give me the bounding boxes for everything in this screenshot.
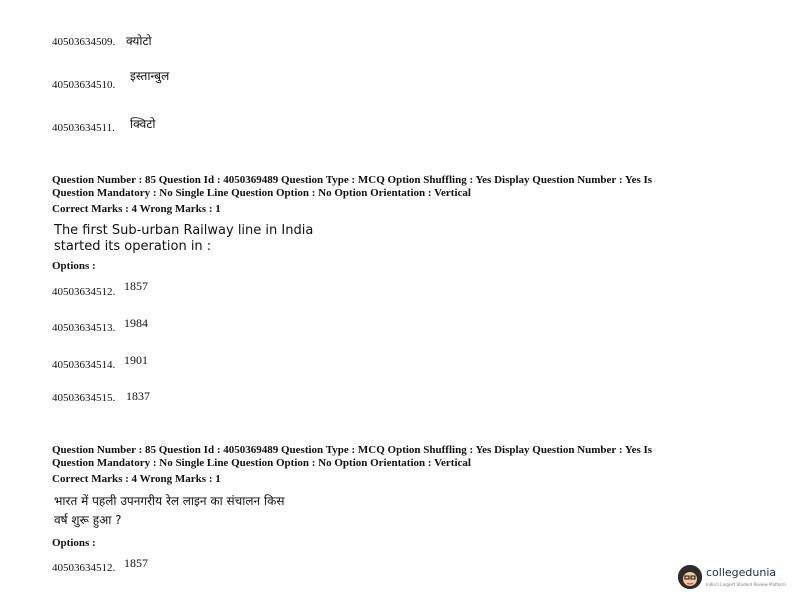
- question-text-line1: The first Sub-urban Railway line in India: [54, 223, 314, 238]
- option-id: 40503634513.: [52, 322, 116, 334]
- question-text: [54, 492, 284, 530]
- question-text-line2: started its operation in :: [54, 239, 212, 254]
- marks-line: Correct Marks : 4 Wrong Marks : 1: [52, 473, 221, 485]
- mascot-icon: [678, 565, 702, 589]
- option-id: 40503634515.: [52, 392, 116, 404]
- logo-name: collegedunia: [706, 566, 777, 579]
- option-text: इस्तान्बुल: [130, 69, 170, 83]
- option-text: क्विटो: [130, 117, 156, 131]
- question-header-line1: Question Number : 85 Question Id : 4050369489 Question Type : MCQ Option Shuffling : Yes Display Question Number : Yes Is: [52, 444, 653, 456]
- option-text: 1901: [124, 353, 148, 367]
- option-text: क्योटो: [126, 34, 152, 48]
- marks-line: Correct Marks : 4 Wrong Marks : 1: [52, 203, 221, 215]
- question-header-line2: Question Mandatory : No Single Line Question Option : No Option Orientation : Vertical: [52, 187, 471, 199]
- logo-tagline: India's Largest Student Review Platform: [706, 582, 786, 587]
- question-text-line1: भारत में पहली उपनगरीय रेल लाइन का संचालन किस: [54, 494, 285, 508]
- option-id: 40503634511.: [52, 122, 115, 134]
- option-text: 1857: [124, 279, 148, 293]
- question-text: [54, 223, 313, 255]
- option-text: 1857: [124, 556, 148, 570]
- option-id: 40503634509.: [52, 36, 116, 48]
- collegedunia-logo: [678, 563, 788, 597]
- option-id: 40503634512.: [52, 286, 116, 298]
- options-label: Options :: [52, 537, 96, 549]
- question-text-line2: वर्ष शुरू हुआ ?: [54, 513, 122, 527]
- options-label: Options :: [52, 260, 96, 272]
- option-id: 40503634514.: [52, 359, 116, 371]
- question-header-line2: Question Mandatory : No Single Line Question Option : No Option Orientation : Vertical: [52, 457, 471, 469]
- option-id: 40503634510.: [52, 79, 116, 91]
- question-header-line1: Question Number : 85 Question Id : 4050369489 Question Type : MCQ Option Shuffling : Yes Display Question Number : Yes Is: [52, 174, 653, 186]
- option-text: 1984: [124, 316, 148, 330]
- option-id: 40503634512.: [52, 562, 116, 574]
- option-text: 1837: [126, 389, 150, 403]
- question-header: [52, 444, 652, 470]
- question-header: [52, 174, 652, 200]
